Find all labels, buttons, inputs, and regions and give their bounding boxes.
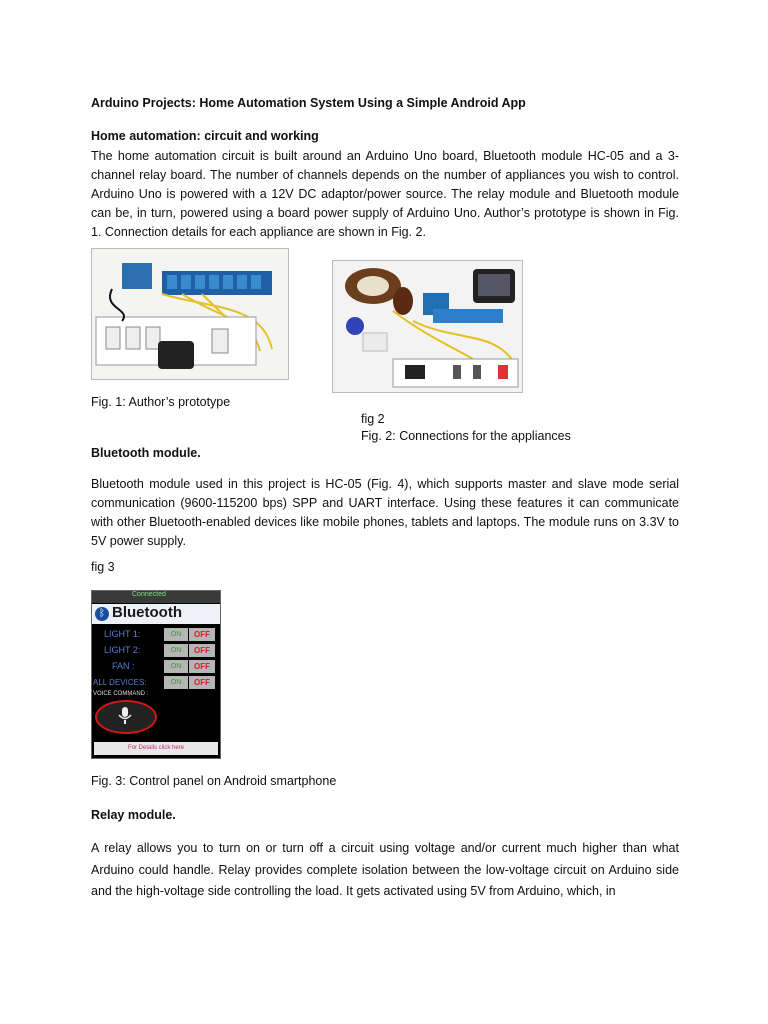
app-row-light2 [92, 643, 220, 659]
fig3-app-screenshot [91, 590, 221, 759]
row-label: FAN : [112, 661, 135, 671]
row-label: LIGHT 1: [104, 629, 141, 639]
fig2-caption: Fig. 2: Connections for the appliances [361, 429, 571, 443]
page-title: Arduino Projects: Home Automation System Using a Simple Android App [91, 96, 526, 110]
fig2-appliances-photo [332, 260, 523, 393]
fan-off-button[interactable]: OFF [189, 660, 215, 673]
app-row-all-devices [92, 675, 220, 691]
app-brand-text: Bluetooth [112, 604, 182, 621]
fig1-prototype-photo [91, 248, 289, 380]
all-off-button[interactable]: OFF [189, 676, 215, 689]
details-link-text[interactable]: For Details click here [127, 745, 184, 751]
app-brand-banner [92, 604, 220, 624]
section-heading-relay: Relay module. [91, 808, 176, 822]
bluetooth-logo-icon: ᛒ [95, 607, 109, 621]
prototype-illustration [92, 249, 288, 379]
fig3-label: fig 3 [91, 560, 115, 574]
light2-on-button[interactable]: ON [164, 644, 188, 657]
microphone-icon [118, 707, 132, 725]
light2-off-button[interactable]: OFF [189, 644, 215, 657]
microphone-button[interactable] [95, 700, 157, 734]
fig2-label: fig 2 [361, 412, 385, 426]
row-label: LIGHT 2: [104, 645, 141, 655]
voice-command-label: VOICE COMMAND : [93, 691, 149, 697]
app-row-fan [92, 659, 220, 675]
light1-on-button[interactable]: ON [164, 628, 188, 641]
appliances-illustration [333, 261, 522, 392]
circuit-paragraph: The home automation circuit is built around an Arduino Uno board, Bluetooth module HC-05 and a 3-channel relay board. The number of channels depends on the number of appliances you wish to control. Arduino Uno is powered with a 12V DC adaptor/power source. The relay module and Bluetooth module can be, in turn, powered using a board power supply of Arduino Uno. Author’s prototype is shown in Fig. 1. Connection details for each appliance are shown in Fig. 2. [91, 149, 679, 239]
light1-off-button[interactable]: OFF [189, 628, 215, 641]
all-on-button[interactable]: ON [164, 676, 188, 689]
section-heading-bluetooth: Bluetooth module. [91, 446, 201, 460]
section-heading-circuit: Home automation: circuit and working [91, 129, 319, 143]
bluetooth-paragraph: Bluetooth module used in this project is HC-05 (Fig. 4), which supports master and slave mode serial communication (9600-115200 bps) SPP and UART interface. Using these features it can communicate with other Bluetooth-enabled devices like mobile phones, tablets and laptops. The module runs on 3.3V to 5V power supply. [91, 477, 679, 548]
app-row-light1 [92, 627, 220, 643]
app-status-bar [92, 591, 220, 603]
details-link-bar[interactable] [94, 742, 218, 755]
relay-paragraph: A relay allows you to turn on or turn off a circuit using voltage and/or current much higher than what Arduino could handle. Relay provides complete isolation between the low-voltage circuit on Arduino side and the high-voltage side controlling the load. It gets activated using 5V from Arduino, which, in [91, 841, 679, 898]
app-status-text: Connected [132, 591, 166, 598]
fig3-caption: Fig. 3: Control panel on Android smartphone [91, 774, 337, 788]
fan-on-button[interactable]: ON [164, 660, 188, 673]
fig1-caption: Fig. 1: Author’s prototype [91, 395, 231, 409]
row-label: ALL DEVICES: [93, 678, 147, 687]
